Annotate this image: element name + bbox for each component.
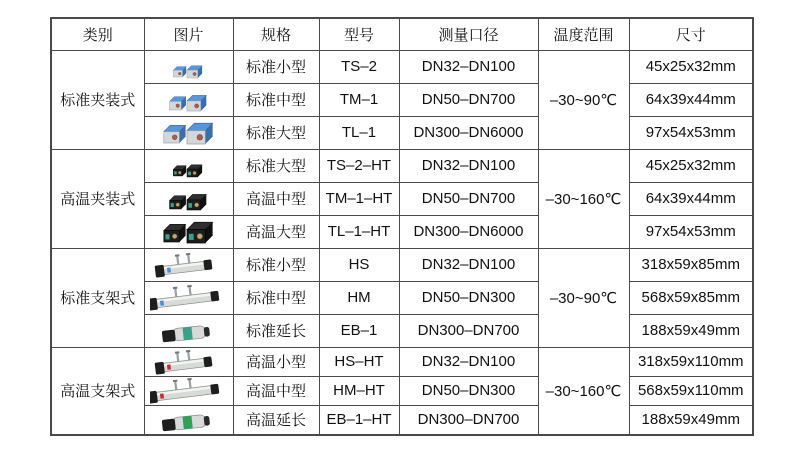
spec-cell: 标准中型 — [233, 281, 319, 314]
header-cell-temp-range: 温度范围 — [538, 18, 629, 50]
product-image-cell — [144, 376, 233, 405]
table-row — [51, 83, 753, 116]
cylinder-green-image — [150, 406, 228, 434]
table-row — [51, 248, 753, 281]
diameter-cell: DN50–DN700 — [399, 83, 538, 116]
table-body — [51, 50, 753, 435]
model-cell: TS–2 — [319, 50, 399, 83]
diameter-cell: DN300–DN6000 — [399, 215, 538, 248]
table-row — [51, 405, 753, 435]
table-row — [51, 50, 753, 83]
product-image-cell — [144, 347, 233, 376]
header-cell-image: 图片 — [144, 18, 233, 50]
table-row — [51, 376, 753, 405]
temp-range-cell: –30~90℃ — [538, 248, 629, 347]
spec-cell: 高温中型 — [233, 376, 319, 405]
model-cell: EB–1–HT — [319, 405, 399, 435]
size-cell: 568x59x110mm — [629, 376, 753, 405]
diameter-cell: DN300–DN700 — [399, 405, 538, 435]
product-image-cell — [144, 405, 233, 435]
diameter-cell: DN50–DN300 — [399, 376, 538, 405]
header-cell-diameter: 测量口径 — [399, 18, 538, 50]
product-spec-table-wrapper — [50, 17, 754, 436]
table-row — [51, 281, 753, 314]
header-cell-size: 尺寸 — [629, 18, 753, 50]
spec-cell: 高温延长 — [233, 405, 319, 435]
category-cell: 标准夹装式 — [51, 50, 144, 149]
clamp-blue-small-image — [150, 53, 228, 81]
diameter-cell: DN300–DN700 — [399, 314, 538, 347]
rail-silver-small-image — [150, 251, 228, 279]
table-header-row — [51, 18, 753, 50]
size-cell: 45x25x32mm — [629, 149, 753, 182]
cylinder-teal-image — [150, 317, 228, 345]
spec-cell: 高温小型 — [233, 347, 319, 376]
size-cell: 188x59x49mm — [629, 314, 753, 347]
spec-cell: 标准大型 — [233, 149, 319, 182]
table-row — [51, 314, 753, 347]
product-image-cell — [144, 83, 233, 116]
size-cell: 318x59x110mm — [629, 347, 753, 376]
rail-red-long-image — [150, 377, 228, 405]
table-row — [51, 215, 753, 248]
rail-silver-long-image — [150, 284, 228, 312]
clamp-black-medium-image — [150, 185, 228, 213]
table-row — [51, 116, 753, 149]
spec-cell: 标准大型 — [233, 116, 319, 149]
model-cell: HM — [319, 281, 399, 314]
size-cell: 64x39x44mm — [629, 83, 753, 116]
diameter-cell: DN50–DN700 — [399, 182, 538, 215]
temp-range-cell: –30~160℃ — [538, 149, 629, 248]
product-image-cell — [144, 182, 233, 215]
table-row — [51, 182, 753, 215]
clamp-black-small-image — [150, 152, 228, 180]
diameter-cell: DN32–DN100 — [399, 347, 538, 376]
diameter-cell: DN50–DN300 — [399, 281, 538, 314]
category-cell: 标准支架式 — [51, 248, 144, 347]
model-cell: HS–HT — [319, 347, 399, 376]
model-cell: TL–1 — [319, 116, 399, 149]
table-row — [51, 347, 753, 376]
spec-cell: 标准小型 — [233, 248, 319, 281]
model-cell: HS — [319, 248, 399, 281]
model-cell: TL–1–HT — [319, 215, 399, 248]
spec-cell: 标准中型 — [233, 83, 319, 116]
header-cell-model: 型号 — [319, 18, 399, 50]
rail-red-small-image — [150, 348, 228, 376]
temp-range-cell: –30~160℃ — [538, 347, 629, 435]
size-cell: 568x59x85mm — [629, 281, 753, 314]
model-cell: TM–1 — [319, 83, 399, 116]
temp-range-cell: –30~90℃ — [538, 50, 629, 149]
spec-cell: 高温大型 — [233, 215, 319, 248]
spec-cell: 标准延长 — [233, 314, 319, 347]
product-spec-table — [50, 17, 754, 436]
category-cell: 高温支架式 — [51, 347, 144, 435]
clamp-black-large-image — [150, 218, 228, 246]
size-cell: 64x39x44mm — [629, 182, 753, 215]
category-cell: 高温夹装式 — [51, 149, 144, 248]
model-cell: TM–1–HT — [319, 182, 399, 215]
spec-cell: 标准小型 — [233, 50, 319, 83]
product-image-cell — [144, 248, 233, 281]
table-row — [51, 149, 753, 182]
spec-cell: 高温中型 — [233, 182, 319, 215]
size-cell: 318x59x85mm — [629, 248, 753, 281]
header-cell-spec: 规格 — [233, 18, 319, 50]
header-cell-category: 类别 — [51, 18, 144, 50]
product-image-cell — [144, 116, 233, 149]
model-cell: HM–HT — [319, 376, 399, 405]
clamp-blue-medium-image — [150, 86, 228, 114]
product-image-cell — [144, 281, 233, 314]
size-cell: 97x54x53mm — [629, 215, 753, 248]
product-image-cell — [144, 215, 233, 248]
product-image-cell — [144, 314, 233, 347]
size-cell: 45x25x32mm — [629, 50, 753, 83]
diameter-cell: DN32–DN100 — [399, 50, 538, 83]
diameter-cell: DN32–DN100 — [399, 149, 538, 182]
diameter-cell: DN32–DN100 — [399, 248, 538, 281]
size-cell: 188x59x49mm — [629, 405, 753, 435]
product-image-cell — [144, 50, 233, 83]
size-cell: 97x54x53mm — [629, 116, 753, 149]
product-image-cell — [144, 149, 233, 182]
diameter-cell: DN300–DN6000 — [399, 116, 538, 149]
clamp-blue-large-image — [150, 119, 228, 147]
model-cell: TS–2–HT — [319, 149, 399, 182]
model-cell: EB–1 — [319, 314, 399, 347]
